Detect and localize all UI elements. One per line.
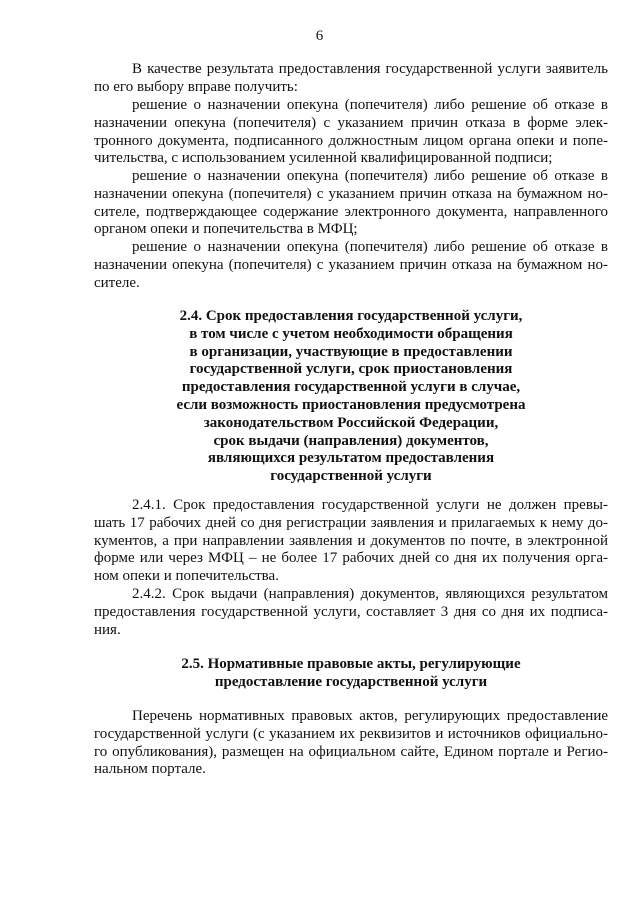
text-line: 2.4.1. Срок предоставления государственной услуги не должен превы- (132, 497, 608, 513)
text-line: тронного документа, подписанного должностным лицом органа опеки и попе- (94, 132, 608, 149)
text-line: 2.4.2. Срок выдачи (направления) документов, являющихся результатом (132, 586, 608, 602)
text-line: нальном портале. (94, 761, 206, 778)
text-line: решение о назначении опекуна (попечителя) либо решение об отказе в (132, 168, 608, 184)
heading-line: 2.4. Срок предоставления государственной услуги, (179, 308, 523, 324)
heading-line: 2.5. Нормативные правовые акты, регулирующие (181, 656, 521, 672)
result-option-electronic (94, 97, 608, 168)
heading-line: предоставления государственной услуги в случае, (181, 379, 521, 396)
text-line: го опубликования), размещен на официальном сайте, Едином портале и Регио- (94, 743, 608, 760)
section-2-4-heading (94, 308, 608, 486)
paragraph-2-4-1 (94, 497, 608, 586)
heading-line: предоставление государственной услуги (214, 673, 488, 690)
heading-line: если возможность приостановления предусмотрена (176, 396, 526, 413)
result-option-paper (94, 239, 608, 292)
text-line: шать 17 рабочих дней со дня регистрации заявления и прилагаемых к нему до- (94, 514, 608, 531)
text-line: кументов, а при направлении заявления и документов по почте, в электронной (94, 532, 608, 549)
text-line: назначении опекуна (попечителя) с указанием причин отказа в форме элек- (94, 114, 608, 131)
text-line: по его выбору вправе получить: (94, 78, 298, 95)
heading-line: государственной услуги, срок приостановления (189, 361, 513, 378)
paragraph-2-4-2 (94, 586, 608, 639)
text-line: сителе. (94, 274, 140, 291)
text-line: сителе, подтверждающее содержание электронного документа, направленного (94, 203, 608, 220)
text-line: назначении опекуна (попечителя) с указанием причин отказа на бумажном но- (94, 256, 608, 273)
text-line: чительства, с использованием усиленной квалифицированной подписи; (94, 150, 553, 167)
text-line: решение о назначении опекуна (попечителя) либо решение об отказе в (132, 239, 608, 255)
heading-line: законодательством Российской Федерации, (203, 414, 499, 431)
text-line: ния. (94, 621, 121, 638)
text-line: В качестве результата предоставления государственной услуги заявитель (132, 61, 608, 77)
heading-line: в том числе с учетом необходимости обращения (189, 325, 513, 342)
text-line: государственной услуги (с указанием их реквизитов и источников официально- (94, 725, 608, 742)
heading-line: являющихся результатом предоставления (207, 450, 495, 467)
intro-paragraph (94, 61, 608, 97)
text-line: Перечень нормативных правовых актов, регулирующих предоставление (132, 708, 608, 724)
text-line: ном опеки и попечительства. (94, 568, 279, 585)
section-2-5-heading (94, 656, 608, 692)
result-option-paper-mfc (94, 168, 608, 239)
paragraph-2-5 (94, 708, 608, 779)
heading-line: государственной услуги (270, 468, 432, 485)
text-line: органом опеки и попечительства в МФЦ; (94, 221, 358, 238)
text-line: решение о назначении опекуна (попечителя) либо решение об отказе в (132, 97, 608, 113)
text-line: предоставления государственной услуги, составляет 3 дня со дня их подписа- (94, 603, 608, 620)
heading-line: срок выдачи (направления) документов, (213, 432, 489, 449)
text-line: назначении опекуна (попечителя) с указанием причин отказа на бумажном но- (94, 185, 608, 202)
text-line: форме или через МФЦ – не более 17 рабочих дней со дня их получения орга- (94, 550, 608, 567)
heading-line: в организации, участвующие в предоставлении (189, 343, 513, 360)
page-number: 6 (315, 28, 324, 44)
